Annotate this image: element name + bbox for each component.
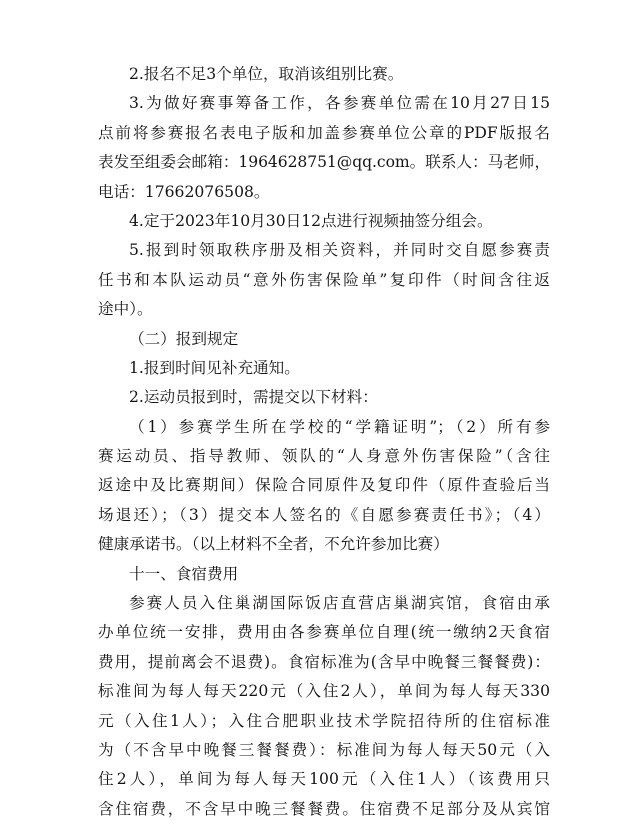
- paragraph-line: 健康承诺书。（以上材料不全者，不允许参加比赛）: [98, 535, 449, 554]
- paragraph-line: 办单位统一安排，费用由各参赛单位自理(统一缴纳2天食宿: [98, 623, 550, 642]
- paragraph-line: 参赛人员入住巢湖国际饭店直营店巢湖宾馆，食宿由承: [129, 594, 550, 613]
- paragraph-line: 任书和本队运动员“意外伤害保险单”复印件（时间含往返: [98, 270, 550, 289]
- paragraph-line: 含住宿费，不含早中晚三餐餐费。住宿费不足部分及从宾馆: [98, 799, 550, 818]
- document-page: [98, 60, 550, 824]
- paragraph-line: 1.报到时间见补充通知。: [129, 358, 300, 377]
- paragraph-line: 元（入住1人）；入住合肥职业技术学院招待所的住宿标准: [98, 711, 550, 730]
- paragraph-line: 费用，提前离会不退费)。食宿标准为(含早中晚餐三餐餐费)：: [98, 652, 550, 671]
- paragraph-line: 5.报到时领取秩序册及相关资料，并同时交自愿参赛责: [129, 241, 550, 260]
- paragraph-line: 表发至组委会邮箱：1964628751@qq.com。联系人：马老师，: [98, 153, 550, 172]
- paragraph-line: 为（不含早中晚餐三餐餐费）：标准间为每人每天50元（入: [98, 740, 550, 759]
- paragraph-line: 途中）。: [98, 300, 153, 319]
- section-heading: （二）报到规定: [129, 329, 239, 348]
- paragraph-line: （1）参赛学生所在学校的“学籍证明”；（2）所有参: [129, 417, 550, 436]
- paragraph-line: 返途中及比赛期间）保险合同原件及复印件（原件查验后当: [98, 476, 550, 495]
- paragraph-line: 3.为做好赛事筹备工作，各参赛单位需在10月27日15: [129, 94, 550, 113]
- paragraph-line: 2.报名不足3个单位，取消该组别比赛。: [129, 65, 404, 83]
- paragraph-line: 赛运动员、指导教师、领队的“人身意外伤害保险”（含往: [98, 447, 550, 466]
- section-heading: 十一、食宿费用: [129, 564, 239, 583]
- paragraph-line: 2.运动员报到时，需提交以下材料：: [129, 388, 378, 407]
- paragraph-line: 点前将参赛报名表电子版和加盖参赛单位公章的PDF版报名: [98, 123, 550, 142]
- paragraph-line: 住2人），单间为每人每天100元（入住1人）（该费用只: [98, 770, 550, 789]
- paragraph-line: 电话：17662076508。: [98, 182, 270, 201]
- paragraph-line: 场退还）；（3）提交本人签名的《自愿参赛责任书》；（4）: [98, 505, 550, 524]
- paragraph-line: 4.定于2023年10月30日12点进行视频抽签分组会。: [129, 211, 493, 230]
- paragraph-line: 标准间为每人每天220元（入住2人），单间为每人每天330: [98, 682, 550, 701]
